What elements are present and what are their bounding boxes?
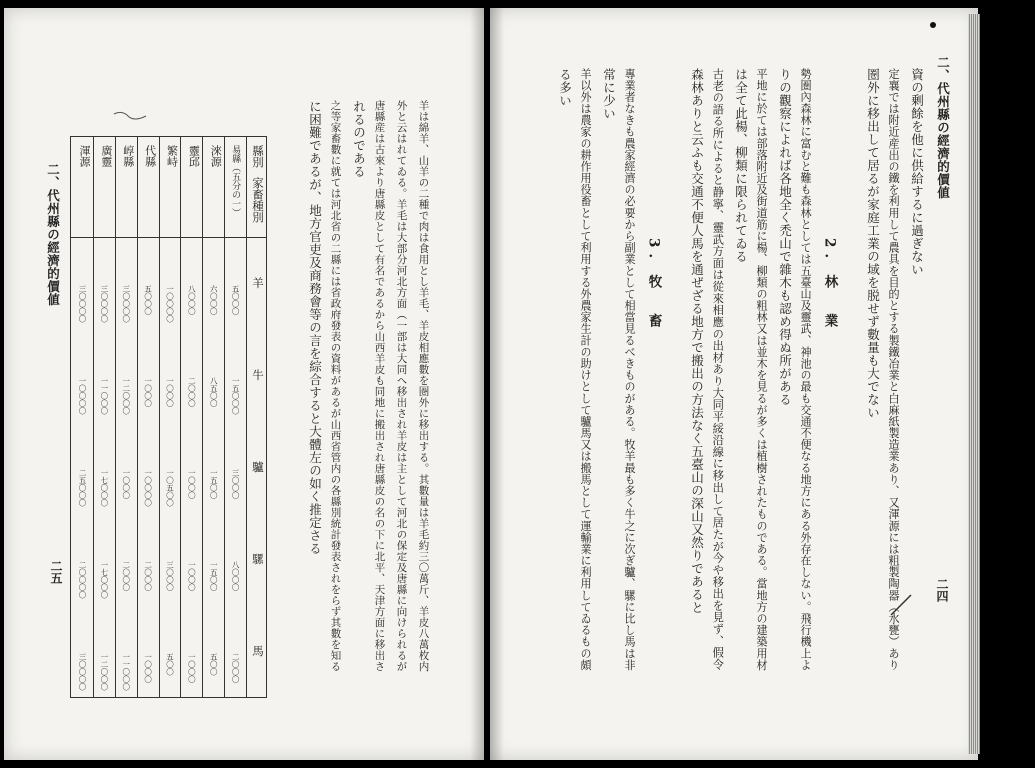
book-page-edges: [968, 14, 980, 754]
table-cell: 五〇〇: [165, 653, 175, 676]
table-cell: 一七〇〇〇: [99, 561, 109, 599]
ink-dot-icon: [930, 22, 936, 28]
gutter-shadow: [470, 8, 484, 760]
table-cell: 三〇〇〇〇: [77, 285, 87, 323]
text-column: りの觀察によれば各地全く禿山で雜木も認め得ぬ所がある: [777, 68, 793, 406]
table-cell: 一五〇〇: [209, 561, 219, 591]
county-label: 代縣: [143, 145, 157, 167]
running-header: 二、代州縣の經濟的價値: [935, 56, 951, 199]
table-cell: 三〇〇〇〇: [99, 285, 109, 323]
left-page: [4, 8, 484, 760]
text-column: 勢圏內森林に富むと難も森林としては五臺山及靈武、神池の最も交通不便なる地方にある外存在しない。飛行機上よ: [799, 68, 813, 671]
table-cell: 一〇〇〇: [121, 469, 131, 499]
table-divider: [246, 137, 247, 697]
table-cell: 二〇〇〇〇: [77, 561, 87, 599]
table-cell: 一〇〇〇〇: [77, 377, 87, 415]
table-cell: 二〇〇〇: [143, 561, 153, 591]
text-column: 資の剰餘を他に供給するに過ぎない: [909, 68, 925, 276]
table-cell: 一〇〇〇: [187, 561, 197, 591]
column-header: 羊: [251, 277, 265, 289]
page-number: 二五: [49, 560, 63, 584]
county-label: 易縣（五分の一）: [230, 145, 241, 217]
table-cell: 一〇〇〇〇: [143, 469, 153, 507]
county-label: 繁峙: [165, 145, 179, 167]
text-column: 之等家畜數に就ては河北省の二縣には省政府發表の資料があるが山西省管内の各縣別統計發表されをらず其數を知る: [329, 100, 342, 672]
table-cell: 三〇〇〇: [165, 561, 175, 591]
text-column: 唐縣産は古來より唐縣皮として有名であるから山西羊皮も同地に搬出され唐縣皮の名の下に北平、天津方面に移出さ: [373, 100, 386, 672]
table-cell: 二〇〇〇: [121, 561, 131, 591]
text-column: 古老の語る所によると静寧、靈武方面は從來相應の出材あり大同平綏沿線に移出して居たが今や移出を見ず、假令: [711, 68, 725, 671]
county-label: 淶源: [209, 145, 223, 167]
text-column: 常に少い: [601, 68, 617, 120]
county-label: 渾源: [77, 145, 91, 167]
table-divider: [137, 137, 138, 697]
text-column: 定襄では附近産出の鐵を利用して農具を目的とする製鐵冶業と白麻紙製造業あり、又渾源には粗製陶器（水甕）あり: [887, 68, 901, 671]
text-column: 圏外に移出して居るが家庭工業の域を脱せず數量も大でない: [865, 68, 881, 419]
table-cell: 八〇〇〇: [187, 285, 197, 315]
table-cell: 一〇〇〇: [165, 377, 175, 407]
table-corner-label: 縣別: [251, 145, 265, 168]
table-cell: 五〇〇〇: [231, 285, 241, 315]
table-cell: 一一〇〇〇: [99, 377, 109, 415]
livestock-table: [70, 136, 267, 698]
text-column: に困難であるが、地方官吏及商務會等の言を綜合すると大體左の如く推定さる: [307, 100, 323, 555]
running-header: 二、代州縣の經濟的價値: [45, 163, 61, 306]
table-cell: 一〇〇〇: [187, 469, 197, 499]
text-column: 專業者なきも農家經濟の必要から副業として相當見るべきものがある。牧羊最も多く牛之に次ぎ驢、騾に比し馬は非: [623, 68, 637, 671]
table-cell: 一二〇〇〇: [121, 377, 131, 415]
table-divider: [93, 137, 94, 697]
county-label: 崞縣: [121, 145, 135, 167]
table-cell: 一一〇〇〇: [121, 653, 131, 691]
section-heading: 2. 林 業: [821, 238, 838, 334]
text-column: 羊以外は農家の耕作用役畜として利用する外農家生計の助けとして驢馬又は搬馬として運輸業に利用してゐるもの頗: [579, 68, 593, 671]
column-header: 驢: [251, 461, 265, 473]
text-column: 外と云はれてゐる。羊毛は大部分河北方面（一部は大同へ移出され羊皮は主として河北の保定及唐縣に向けられるが: [395, 100, 408, 672]
table-cell: 一〇〇〇: [143, 377, 153, 407]
table-divider: [159, 137, 160, 697]
county-label: 廣靈: [99, 145, 113, 167]
column-header: 牛: [251, 369, 265, 381]
table-cell: 三〇〇〇〇: [77, 653, 87, 691]
gutter-shadow: [490, 8, 504, 760]
table-cell: 三〇〇〇: [231, 469, 241, 499]
table-cell: 八〇〇〇: [231, 561, 241, 591]
table-divider: [180, 137, 181, 697]
table-cell: 一二〇〇〇: [99, 653, 109, 691]
table-divider: [115, 137, 116, 697]
page-number: 二四: [935, 578, 949, 602]
table-divider: [202, 137, 203, 697]
section-heading: 3. 牧 畜: [645, 238, 662, 334]
table-divider: [224, 137, 225, 697]
table-corner-label: 家畜種別: [251, 177, 265, 223]
table-cell: 三〇〇〇〇: [121, 285, 131, 323]
text-column: る多い: [557, 68, 573, 107]
table-cell: 五〇〇: [209, 653, 219, 676]
table-cell: 八五〇〇: [209, 377, 219, 407]
table-cell: 一〇〇〇: [143, 653, 153, 683]
table-header-divider: [71, 237, 266, 238]
text-column: は全て此楊、柳類に限られてゐる: [733, 68, 749, 263]
table-cell: 二五〇〇〇: [77, 469, 87, 507]
text-column: れるのである: [351, 100, 367, 178]
county-label: 靈邱: [187, 145, 201, 167]
table-cell: 二〇〇〇: [187, 377, 197, 407]
text-column: 森林ありと云ふも交通不便人馬を通ぜざる地方で搬出の方法なく五臺山の深山又然りであると: [689, 68, 705, 614]
table-cell: 一〇〇〇: [187, 653, 197, 683]
text-column: 羊は綿羊、山羊の二種で肉は食用とし羊毛、羊皮相應數を圏外に移出する。其數量は羊毛約三〇萬斤、羊皮八萬枚内: [417, 100, 430, 672]
table-cell: 二〇〇〇: [231, 653, 241, 683]
table-cell: 六〇〇〇: [209, 285, 219, 315]
table-cell: 五〇〇〇: [143, 285, 153, 315]
table-cell: 一〇〇〇〇: [165, 285, 175, 323]
column-header: 馬: [251, 645, 265, 657]
pencil-stroke-icon: [885, 593, 915, 619]
right-page: [490, 8, 978, 760]
table-cell: 一七〇〇〇: [99, 469, 109, 507]
text-column: 平地に於ては部落附近及街道筋に楊、柳類の粗林又は並木を見るが多くは植樹されたものである。當地方の建築用材: [755, 68, 769, 671]
column-header: 騾: [251, 553, 265, 565]
table-cell: 一五〇〇: [209, 469, 219, 499]
table-cell: 一〇五〇〇: [165, 469, 175, 507]
pencil-mark-icon: [112, 108, 152, 122]
table-cell: 一五〇〇〇: [231, 377, 241, 415]
